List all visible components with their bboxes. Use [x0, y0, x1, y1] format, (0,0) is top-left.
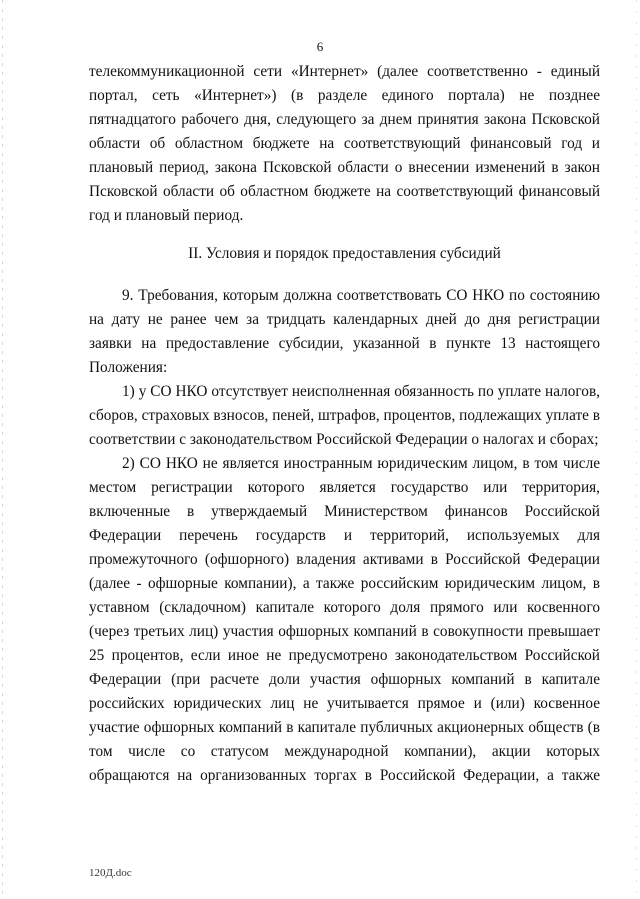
- paragraph-9: 9. Требования, которым должна соответствовать СО НКО по состоянию на дату не ранее чем за тридцать календарных дней до дня регистрации заявки на предоставление субсидии, указанной в пункте 13 настоящего Положения:: [89, 287, 600, 376]
- paragraph-9-2: 2) СО НКО не является иностранным юридическим лицом, в том числе местом регистрации которого является государство или территория, включенные в утверждаемый Министерством финансов Российской Федерации перечень государств и территорий, используемых для промежуточного (офшорного) владения активами в Российской Федерации (далее - офшорные компании), а также российским юридическим лицом, в уставном (складочном) капитале которого доля прямого или косвенного (через третьих лиц) участия офшорных компаний в совокупности превышает 25 процентов, если иное не предусмотрено законодательством Российской Федерации (при расчете доли участия офшорных компаний в капитале российских юридических лиц не учитывается прямое и (или) косвенное участие офшорных компаний в капитале публичных акционерных обществ (в том числе со статусом международной компании), акции которых обращаются на организованных торгах в Российской Федерации, а также: [89, 455, 600, 784]
- paragraph-intro: телекоммуникационной сети «Интернет» (далее соответственно - единый портал, сеть «Интернет») (в разделе единого портала) не позднее пятнадцатого рабочего дня, следующего за днем принятия закона Псковской области об областном бюджете на соответствующий финансовый год и плановый период, закона Псковской области о внесении изменений в закон Псковской области об областном бюджете на соответствующий финансовый год и плановый период.: [89, 63, 600, 224]
- document-body: [89, 60, 600, 788]
- scan-edge-right: [636, 0, 637, 899]
- file-name-footer: 120Д.doc: [89, 867, 132, 879]
- paragraph-9-1: 1) у СО НКО отсутствует неисполненная обязанность по уплате налогов, сборов, страховых взносов, пеней, штрафов, процентов, подлежащих уплате в соответствии с законодательством Российской Федерации о налогах и сборах;: [89, 383, 600, 448]
- page-number: 6: [316, 39, 324, 54]
- scan-edge-left: [2, 0, 3, 899]
- section-heading: II. Условия и порядок предоставления субсидий: [188, 245, 501, 262]
